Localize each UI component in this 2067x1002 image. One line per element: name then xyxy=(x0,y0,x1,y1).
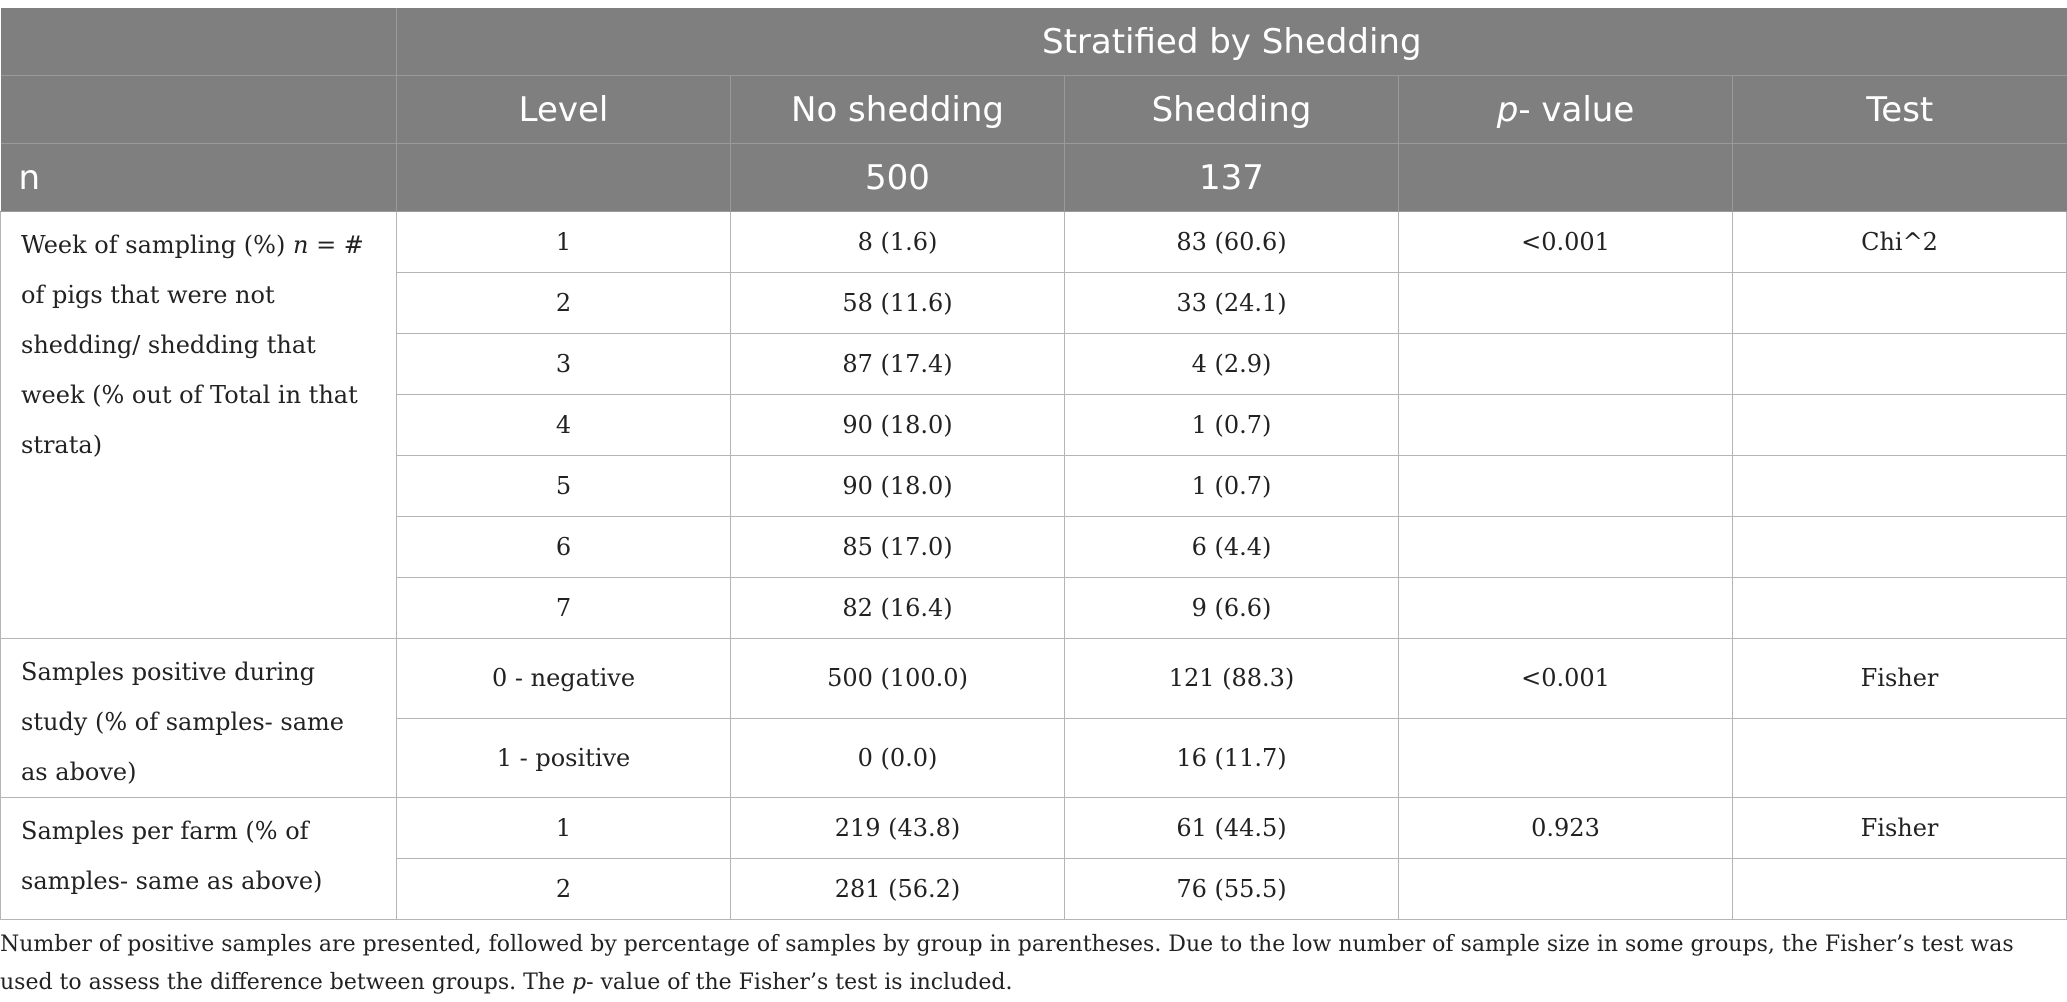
cell-no-shedding: 87 (17.4) xyxy=(731,334,1065,395)
group-label-farm: Samples per farm (% of samples- same as above) xyxy=(1,798,397,920)
footnote-text: Number of positive samples are presented, followed by percentage of samples by group in parentheses. Due to the low number of sample size in some groups, the Fisher’s test was used to assess the difference between groups. The xyxy=(0,932,2014,995)
cell-level: 2 xyxy=(397,273,731,334)
cell-test xyxy=(1733,334,2067,395)
cell-p-value xyxy=(1399,517,1733,578)
p-value-italic: p xyxy=(1496,89,1519,130)
cell-p-value xyxy=(1399,578,1733,639)
cell-no-shedding: 281 (56.2) xyxy=(731,859,1065,920)
cell-no-shedding: 90 (18.0) xyxy=(731,456,1065,517)
table-body xyxy=(1,212,2067,920)
cell-shedding: 6 (4.4) xyxy=(1065,517,1399,578)
cell-level: 0 - negative xyxy=(397,639,731,719)
n-row-p-value xyxy=(1399,144,1733,212)
cell-level: 1 xyxy=(397,798,731,859)
cell-shedding: 16 (11.7) xyxy=(1065,718,1399,798)
cell-shedding: 1 (0.7) xyxy=(1065,395,1399,456)
cell-test: Fisher xyxy=(1733,798,2067,859)
cell-no-shedding: 58 (11.6) xyxy=(731,273,1065,334)
column-header-no-shedding: No shedding xyxy=(731,76,1065,144)
cell-shedding: 4 (2.9) xyxy=(1065,334,1399,395)
results-table xyxy=(0,8,2067,920)
cell-test: Fisher xyxy=(1733,639,2067,719)
cell-shedding: 121 (88.3) xyxy=(1065,639,1399,719)
cell-p-value xyxy=(1399,273,1733,334)
cell-no-shedding: 82 (16.4) xyxy=(731,578,1065,639)
cell-no-shedding: 8 (1.6) xyxy=(731,212,1065,273)
table-container xyxy=(0,8,2067,1002)
n-row-test xyxy=(1733,144,2067,212)
cell-level: 6 xyxy=(397,517,731,578)
cell-test xyxy=(1733,859,2067,920)
cell-p-value xyxy=(1399,718,1733,798)
table-row xyxy=(1,212,2067,273)
spanner-header: Stratified by Shedding xyxy=(397,8,2067,76)
cell-p-value xyxy=(1399,334,1733,395)
cell-test xyxy=(1733,517,2067,578)
group-label-italic: n xyxy=(292,231,309,259)
header-empty-cell xyxy=(1,76,397,144)
cell-level: 4 xyxy=(397,395,731,456)
cell-shedding: 83 (60.6) xyxy=(1065,212,1399,273)
cell-test xyxy=(1733,395,2067,456)
column-header-test: Test xyxy=(1733,76,2067,144)
group-label-week xyxy=(1,212,397,639)
header-empty-cell xyxy=(1,8,397,76)
cell-level: 2 xyxy=(397,859,731,920)
cell-no-shedding: 219 (43.8) xyxy=(731,798,1065,859)
group-label-positive: Samples positive during study (% of samples- same as above) xyxy=(1,639,397,798)
p-value-rest: - value xyxy=(1518,89,1635,130)
n-row-no-shedding: 500 xyxy=(731,144,1065,212)
cell-level: 5 xyxy=(397,456,731,517)
cell-no-shedding: 85 (17.0) xyxy=(731,517,1065,578)
cell-p-value xyxy=(1399,456,1733,517)
cell-level: 1 xyxy=(397,212,731,273)
cell-no-shedding: 500 (100.0) xyxy=(731,639,1065,719)
cell-no-shedding: 0 (0.0) xyxy=(731,718,1065,798)
cell-p-value xyxy=(1399,859,1733,920)
n-row-level xyxy=(397,144,731,212)
cell-test xyxy=(1733,718,2067,798)
cell-p-value: <0.001 xyxy=(1399,639,1733,719)
cell-test xyxy=(1733,456,2067,517)
group-label-text: Week of sampling (%) xyxy=(21,231,293,259)
cell-test xyxy=(1733,273,2067,334)
cell-test xyxy=(1733,578,2067,639)
n-row-shedding: 137 xyxy=(1065,144,1399,212)
cell-shedding: 9 (6.6) xyxy=(1065,578,1399,639)
column-header-p-value xyxy=(1399,76,1733,144)
n-row-label: n xyxy=(1,144,397,212)
cell-shedding: 76 (55.5) xyxy=(1065,859,1399,920)
group-label-text: = # of pigs that were not shedding/ shedding that week (% out of Total in that strata) xyxy=(21,231,364,459)
cell-p-value: <0.001 xyxy=(1399,212,1733,273)
cell-p-value xyxy=(1399,395,1733,456)
cell-level: 1 - positive xyxy=(397,718,731,798)
table-row xyxy=(1,798,2067,859)
cell-level: 3 xyxy=(397,334,731,395)
cell-shedding: 61 (44.5) xyxy=(1065,798,1399,859)
cell-test: Chi^2 xyxy=(1733,212,2067,273)
cell-p-value: 0.923 xyxy=(1399,798,1733,859)
cell-shedding: 33 (24.1) xyxy=(1065,273,1399,334)
footnote-italic: p xyxy=(571,970,587,995)
column-header-shedding: Shedding xyxy=(1065,76,1399,144)
column-header-level: Level xyxy=(397,76,731,144)
cell-no-shedding: 90 (18.0) xyxy=(731,395,1065,456)
footnote-text-end: - value of the Fisher’s test is included. xyxy=(586,970,1013,995)
table-row xyxy=(1,639,2067,719)
cell-level: 7 xyxy=(397,578,731,639)
table-footnote xyxy=(0,926,2060,1002)
cell-shedding: 1 (0.7) xyxy=(1065,456,1399,517)
